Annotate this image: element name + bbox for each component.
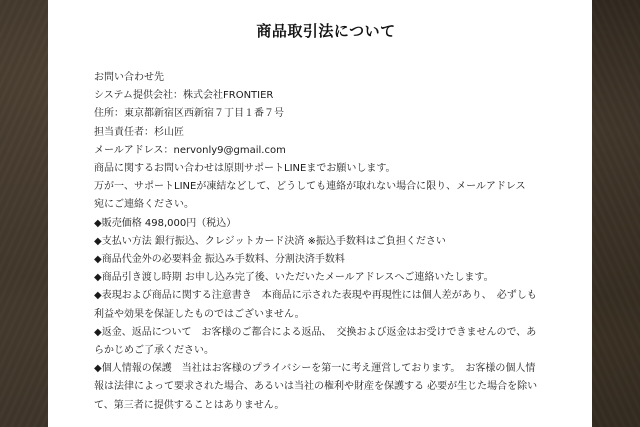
text-line: ◆商品代金外の必要料金 振込み手数料、分割決済手数料 bbox=[94, 254, 345, 266]
text-line: 万が一、サポートLINEが凍結などして、どうしても連絡が取れない場合に限り、メールアドレス bbox=[94, 181, 526, 193]
text-line: らかじめご了承ください。 bbox=[94, 345, 214, 357]
wood-background-right bbox=[592, 0, 640, 427]
text-line: 商品に関するお問い合わせは原則サポートLINEまでお願いします。 bbox=[94, 163, 396, 175]
text-line: システム提供会社：株式会社FRONTIER bbox=[94, 90, 274, 102]
text-line: 担当責任者：杉山匠 bbox=[94, 126, 184, 138]
text-line: 宛にご連絡ください。 bbox=[94, 199, 194, 211]
text-line: ◆商品引き渡し時期 お申し込み完了後、いただいたメールアドレスへご連絡いたします。 bbox=[94, 272, 494, 284]
text-line: 住所：東京都新宿区西新宿７丁目１番７号 bbox=[94, 108, 284, 120]
wood-background-left bbox=[0, 0, 48, 427]
text-line: 利益や効果を保証したものではございません。 bbox=[94, 308, 305, 320]
page-title: 商品取引法について bbox=[256, 22, 396, 40]
text-line: ◆支払い方法 銀行振込、クレジットカード決済 ※振込手数料はご負担ください bbox=[94, 235, 446, 247]
text-line: メールアドレス：nervonly9@gmail.com bbox=[94, 144, 286, 156]
document-page bbox=[48, 0, 592, 427]
text-line: ◆返金、返品について お客様のご都合による返品、 交換および返金はお受けできませんので、あ bbox=[94, 326, 537, 338]
text-line: ◆販売価格 498,000円（税込） bbox=[94, 217, 237, 229]
document-body bbox=[94, 69, 558, 415]
contact-heading: お問い合わせ先 bbox=[94, 72, 164, 83]
text-line: 報は法律によって要求された場合、あるいは当社の権利や財産を保護する 必要が生じた場合を除い bbox=[94, 381, 538, 393]
text-line: ◆表現および商品に関する注意書き 本商品に示された表現や再現性には個人差があり、 必ずしも bbox=[94, 290, 537, 302]
text-line: て、第三者に提供することはありません。 bbox=[94, 399, 285, 411]
text-line: ◆個人情報の保護 当社はお客様のプライバシーを第一に考え運営しております。 お客様の個人情 bbox=[94, 363, 536, 375]
